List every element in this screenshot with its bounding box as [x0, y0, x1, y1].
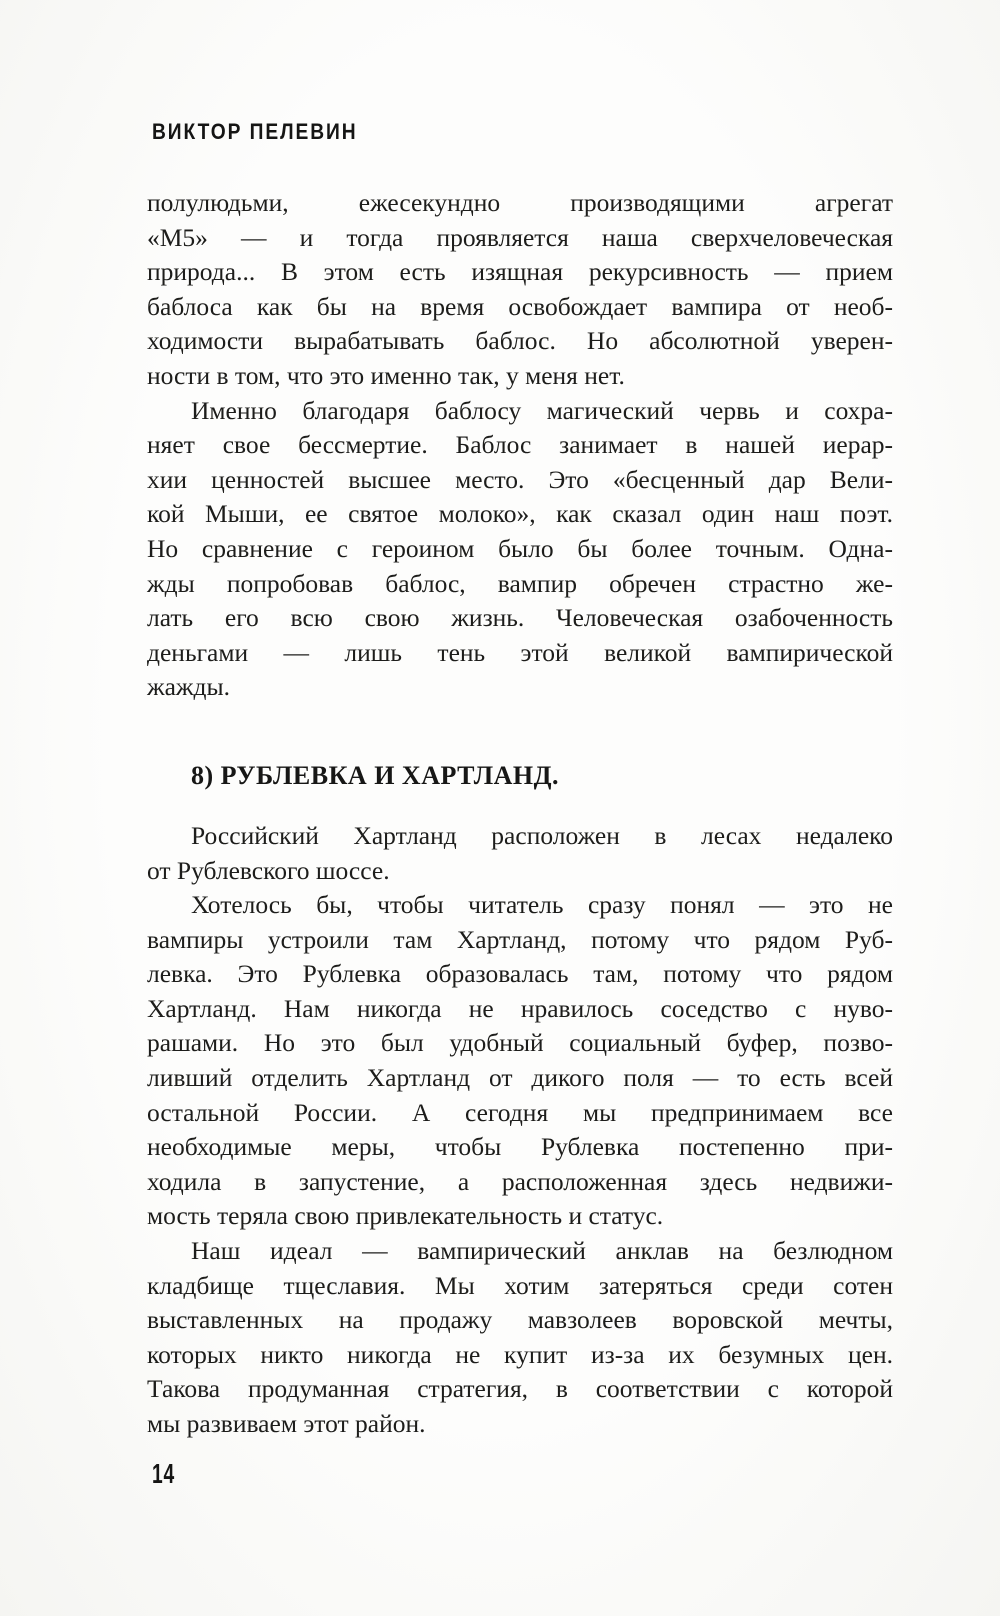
- paragraph: [147, 186, 893, 394]
- text-line: Российский Хартланд расположен в лесах недалеко: [191, 820, 893, 850]
- text-line: баблоса как бы на время освобождает вампира от необ-: [147, 291, 893, 321]
- text-line: няет свое бессмертие. Баблос занимает в нашей иерар-: [147, 430, 893, 460]
- text-line: левка. Это Рублевка образовалась там, потому что рядом: [147, 959, 893, 989]
- text-line: от Рублевского шоссе.: [147, 855, 390, 885]
- text-line: Такова продуманная стратегия, в соответствии с которой: [147, 1374, 893, 1404]
- text-line: которых никто никогда не купит из-за их безумных цен.: [147, 1339, 893, 1369]
- body-text: [147, 186, 893, 1442]
- text-line: кладбище тщеславия. Мы хотим затеряться среди сотен: [147, 1270, 893, 1300]
- paragraph: [147, 888, 893, 1234]
- text-line: выставленных на продажу мавзолеев воровской мечты,: [147, 1305, 893, 1335]
- text-line: Хартланд. Нам никогда не нравилось соседство с нуво-: [147, 993, 893, 1023]
- text-line: жды попробовав баблос, вампир обречен страстно же-: [147, 568, 893, 598]
- text-line: «М5» — и тогда проявляется наша сверхчеловеческая: [147, 222, 893, 252]
- text-line: Наш идеал — вампирический анклав на безлюдном: [191, 1236, 893, 1266]
- section-heading: 8) РУБЛЕВКА И ХАРТЛАНД.: [191, 760, 559, 790]
- text-line: ности в том, что это именно так, у меня нет.: [147, 360, 625, 390]
- text-line: кой Мыши, ее святое молоко», как сказал один наш поэт.: [147, 499, 893, 529]
- text-line: жажды.: [147, 672, 231, 702]
- text-line: мы развиваем этот район.: [147, 1409, 426, 1438]
- text-line: хии ценностей высшее место. Это «бесценный дар Вели-: [147, 464, 893, 494]
- paragraph: [147, 394, 893, 705]
- text-line: Но сравнение с героином было бы более точным. Одна-: [147, 533, 893, 563]
- text-line: рашами. Но это был удобный социальный буфер, позво-: [147, 1028, 893, 1058]
- paragraph: [147, 819, 893, 888]
- text-line: вампиры устроили там Хартланд, потому что рядом Руб-: [147, 924, 893, 954]
- text-line: остальной России. А сегодня мы предпринимаем все: [147, 1097, 893, 1127]
- text-line: полулюдьми, ежесекундно производящими агрегат: [147, 188, 893, 217]
- text-line: мость теряла свою привлекательность и статус.: [147, 1201, 664, 1231]
- running-header: ВИКТОР ПЕЛЕВИН: [152, 120, 358, 145]
- text-line: ливший отделить Хартланд от дикого поля — то есть всей: [147, 1063, 893, 1093]
- page-number: 14: [152, 1458, 175, 1490]
- paragraph: [147, 1234, 893, 1442]
- text-line: необходимые меры, чтобы Рублевка постепенно при-: [147, 1132, 893, 1162]
- text-line: ходимости вырабатывать баблос. Но абсолютной уверен-: [147, 326, 893, 356]
- text-line: Хотелось бы, чтобы читатель сразу понял — это не: [191, 890, 893, 920]
- text-line: природа... В этом есть изящная рекурсивность — прием: [147, 257, 893, 287]
- text-line: ходила в запустение, а расположенная здесь недвижи-: [147, 1166, 893, 1196]
- paragraph-group-top: [147, 186, 893, 705]
- text-line: Именно благодаря баблосу магический червь и сохра-: [191, 395, 893, 425]
- paragraph-group-bottom: [147, 819, 893, 1442]
- text-line: деньгами — лишь тень этой великой вампирической: [147, 637, 893, 667]
- text-line: лать его всю свою жизнь. Человеческая озабоченность: [147, 603, 893, 633]
